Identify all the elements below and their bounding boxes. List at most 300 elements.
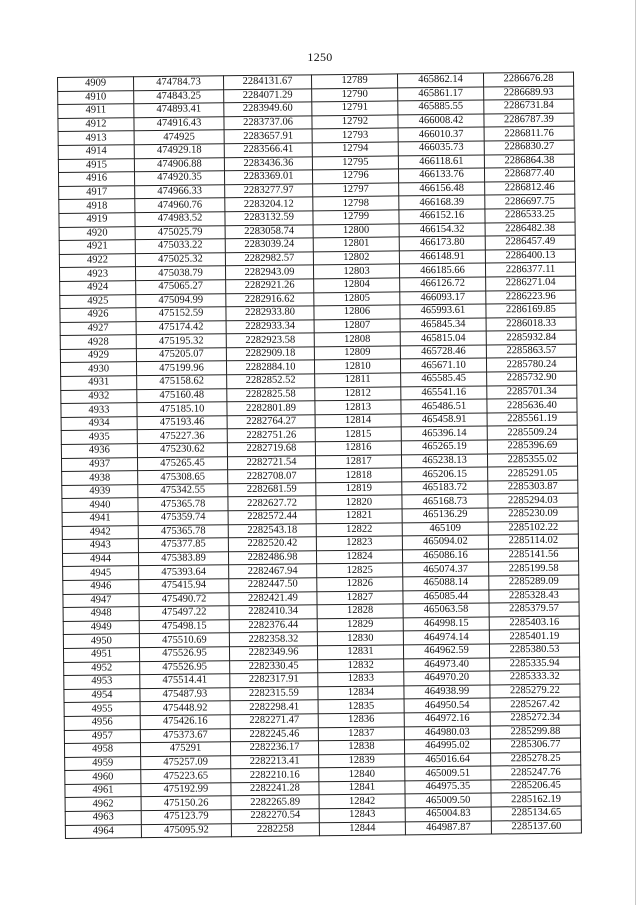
cell-point-id-b: 12809: [314, 346, 400, 360]
cell-easting-a: 475025.79: [135, 225, 225, 240]
cell-point-id-b: 12808: [314, 332, 400, 346]
cell-point-id-a: 4913: [58, 131, 134, 145]
cell-northing-b: 2285636.40: [487, 398, 577, 413]
cell-point-id-b: 12841: [319, 781, 405, 795]
cell-point-id-b: 12825: [317, 563, 403, 577]
cell-point-id-b: 12833: [318, 672, 404, 686]
cell-northing-b: 2285780.24: [486, 358, 576, 373]
cell-northing-b: 2285701.34: [487, 385, 577, 400]
cell-point-id-b: 12829: [317, 618, 403, 632]
cell-point-id-b: 12823: [316, 536, 402, 550]
cell-point-id-b: 12796: [312, 169, 398, 183]
cell-easting-b: 466148.91: [399, 250, 485, 264]
cell-northing-b: 2285355.02: [487, 453, 577, 468]
cell-northing-a: 2282376.44: [229, 619, 317, 634]
cell-northing-b: 2285396.69: [487, 439, 577, 454]
coordinates-table: [57, 72, 582, 840]
cell-easting-b: 465585.45: [401, 372, 487, 386]
cell-point-id-a: 4909: [58, 77, 134, 91]
cell-point-id-b: 12801: [313, 237, 399, 251]
cell-northing-b: 2285291.05: [488, 466, 578, 481]
cell-easting-b: 465458.91: [401, 413, 487, 427]
cell-easting-a: 475526.95: [139, 647, 229, 662]
cell-northing-b: 2285102.22: [488, 521, 578, 536]
cell-northing-a: 2282298.41: [230, 700, 318, 715]
cell-northing-b: 2285299.88: [490, 725, 580, 740]
cell-easting-b: 465396.14: [401, 426, 487, 440]
cell-easting-b: 464998.15: [403, 617, 489, 631]
cell-easting-a: 475342.55: [138, 484, 228, 499]
cell-easting-b: 465016.64: [405, 753, 491, 767]
cell-point-id-a: 4918: [59, 199, 135, 213]
cell-northing-b: 2285380.53: [489, 643, 579, 658]
cell-northing-b: 2286018.33: [486, 317, 576, 332]
cell-point-id-b: 12800: [313, 223, 399, 237]
cell-northing-b: 2285206.45: [491, 779, 581, 794]
cell-northing-a: 2283058.74: [225, 224, 313, 239]
cell-easting-a: 475025.32: [135, 252, 225, 267]
cell-point-id-b: 12802: [313, 251, 399, 265]
cell-point-id-b: 12824: [316, 550, 402, 564]
cell-point-id-b: 12819: [316, 482, 402, 496]
cell-northing-a: 2283204.12: [225, 197, 313, 212]
cell-point-id-b: 12839: [319, 754, 405, 768]
cell-point-id-a: 4923: [59, 267, 135, 281]
cell-point-id-b: 12815: [315, 427, 401, 441]
cell-easting-b: 464970.20: [404, 671, 490, 685]
cell-northing-a: 2282708.07: [228, 469, 316, 484]
cell-northing-a: 2282943.09: [225, 265, 313, 280]
cell-easting-a: 475365.78: [138, 497, 228, 512]
cell-point-id-a: 4959: [65, 756, 141, 770]
cell-point-id-b: 12822: [316, 523, 402, 537]
cell-northing-a: 2283566.41: [224, 143, 312, 158]
cell-northing-a: 2282884.10: [226, 360, 314, 375]
cell-point-id-b: 12826: [317, 577, 403, 591]
cell-easting-a: 475498.15: [139, 619, 229, 634]
cell-easting-b: 465085.44: [403, 590, 489, 604]
cell-easting-b: 464938.99: [404, 685, 490, 699]
cell-easting-a: 475174.42: [136, 320, 226, 335]
cell-easting-b: 466133.76: [398, 168, 484, 182]
cell-easting-b: 466093.17: [400, 291, 486, 305]
cell-northing-b: 2285230.09: [488, 507, 578, 522]
cell-northing-a: 2282241.28: [231, 782, 319, 797]
cell-northing-a: 2282825.58: [227, 387, 315, 402]
cell-easting-a: 474960.76: [135, 198, 225, 213]
cell-point-id-a: 4938: [62, 471, 138, 485]
cell-northing-b: 2285247.76: [491, 765, 581, 780]
cell-point-id-b: 12842: [319, 794, 405, 808]
cell-point-id-a: 4946: [63, 580, 139, 594]
cell-point-id-b: 12821: [316, 509, 402, 523]
cell-easting-b: 465086.16: [402, 549, 488, 563]
cell-point-id-a: 4936: [61, 444, 137, 458]
cell-easting-a: 475123.79: [141, 810, 231, 825]
cell-northing-a: 2282764.27: [227, 415, 315, 430]
cell-point-id-a: 4954: [64, 688, 140, 702]
cell-northing-b: 2286811.76: [484, 126, 574, 141]
cell-easting-a: 475308.65: [138, 470, 228, 485]
cell-point-id-b: 12820: [316, 495, 402, 509]
cell-easting-b: 465671.10: [400, 358, 486, 372]
cell-easting-a: 474925: [134, 130, 224, 145]
cell-northing-b: 2285114.02: [488, 534, 578, 549]
cell-northing-a: 2282349.96: [229, 646, 317, 661]
cell-easting-a: 475185.10: [137, 402, 227, 417]
cell-northing-a: 2282681.59: [228, 483, 316, 498]
cell-point-id-a: 4935: [61, 430, 137, 444]
cell-easting-a: 475158.62: [137, 375, 227, 390]
cell-northing-b: 2285267.42: [490, 697, 580, 712]
cell-northing-b: 2286377.11: [485, 262, 575, 277]
cell-easting-a: 475094.99: [136, 293, 226, 308]
cell-northing-b: 2286877.40: [484, 167, 574, 182]
cell-northing-a: 2282921.26: [226, 279, 314, 294]
cell-easting-a: 475510.69: [139, 633, 229, 648]
cell-easting-b: 464987.87: [405, 821, 491, 835]
cell-easting-a: 475205.07: [136, 348, 226, 363]
cell-point-id-a: 4914: [58, 145, 134, 159]
cell-point-id-a: 4933: [61, 403, 137, 417]
cell-point-id-b: 12795: [312, 155, 398, 169]
cell-easting-a: 475393.64: [139, 565, 229, 580]
cell-point-id-a: 4945: [63, 566, 139, 580]
cell-northing-a: 2282213.41: [231, 754, 319, 769]
cell-northing-a: 2282751.26: [227, 428, 315, 443]
cell-point-id-b: 12794: [312, 142, 398, 156]
cell-easting-b: 466185.66: [399, 263, 485, 277]
cell-point-id-b: 12812: [315, 387, 401, 401]
cell-northing-b: 2286457.49: [485, 235, 575, 250]
cell-northing-a: 2283039.24: [225, 238, 313, 253]
cell-northing-a: 2282236.17: [230, 741, 318, 756]
cell-northing-b: 2285932.84: [486, 330, 576, 345]
cell-northing-a: 2282486.98: [228, 551, 316, 566]
cell-easting-a: 475230.62: [137, 443, 227, 458]
cell-point-id-a: 4917: [59, 185, 135, 199]
cell-point-id-b: 12844: [319, 822, 405, 836]
cell-easting-a: 475415.94: [139, 579, 229, 594]
cell-northing-b: 2286169.85: [486, 303, 576, 318]
cell-point-id-b: 12791: [312, 101, 398, 115]
page-number: 1250: [307, 50, 333, 64]
cell-easting-a: 475383.89: [138, 552, 228, 567]
cell-northing-a: 2282315.59: [230, 687, 318, 702]
cell-easting-a: 475359.74: [138, 511, 228, 526]
cell-point-id-b: 12792: [312, 115, 398, 129]
cell-point-id-b: 12804: [314, 278, 400, 292]
cell-easting-b: 465004.83: [405, 807, 491, 821]
cell-easting-b: 466156.48: [399, 182, 485, 196]
cell-easting-a: 475152.59: [136, 307, 226, 322]
cell-point-id-a: 4928: [60, 335, 136, 349]
cell-point-id-b: 12806: [314, 305, 400, 319]
cell-easting-a: 475377.85: [138, 538, 228, 553]
cell-northing-a: 2282543.18: [228, 523, 316, 538]
cell-point-id-a: 4934: [61, 417, 137, 431]
cell-northing-b: 2285379.57: [489, 602, 579, 617]
cell-easting-b: 465265.19: [401, 440, 487, 454]
cell-point-id-b: 12793: [312, 128, 398, 142]
cell-point-id-a: 4941: [62, 512, 138, 526]
cell-northing-b: 2285328.43: [489, 589, 579, 604]
cell-northing-b: 2285199.58: [489, 561, 579, 576]
cell-point-id-b: 12843: [319, 808, 405, 822]
cell-easting-b: 464973.40: [404, 658, 490, 672]
cell-northing-a: 2282923.58: [226, 333, 314, 348]
cell-point-id-b: 12840: [319, 767, 405, 781]
cell-easting-b: 465861.17: [398, 87, 484, 101]
cell-point-id-b: 12810: [314, 359, 400, 373]
cell-northing-a: 2282909.18: [226, 347, 314, 362]
cell-northing-b: 2286223.96: [486, 290, 576, 305]
cell-northing-a: 2283657.91: [224, 129, 312, 144]
cell-easting-b: 465009.51: [405, 766, 491, 780]
cell-point-id-b: 12817: [315, 455, 401, 469]
cell-easting-b: 464972.16: [404, 712, 490, 726]
cell-point-id-b: 12818: [316, 468, 402, 482]
cell-point-id-a: 4963: [65, 811, 141, 825]
cell-easting-b: 464975.35: [405, 780, 491, 794]
cell-northing-a: 2282933.34: [226, 320, 314, 335]
cell-easting-b: 465845.34: [400, 318, 486, 332]
cell-easting-a: 475223.65: [141, 769, 231, 784]
cell-point-id-a: 4952: [64, 661, 140, 675]
cell-northing-a: 2282265.89: [231, 795, 319, 810]
cell-northing-b: 2285272.34: [490, 711, 580, 726]
cell-northing-b: 2286400.13: [485, 249, 575, 264]
cell-northing-a: 2282719.68: [227, 442, 315, 457]
cell-point-id-a: 4950: [63, 634, 139, 648]
cell-northing-a: 2284131.67: [223, 75, 311, 90]
cell-easting-b: 465136.29: [402, 508, 488, 522]
cell-northing-b: 2285732.90: [487, 371, 577, 386]
cell-point-id-a: 4939: [62, 484, 138, 498]
cell-point-id-a: 4957: [64, 729, 140, 743]
cell-point-id-a: 4915: [58, 158, 134, 172]
cell-northing-b: 2285162.19: [491, 793, 581, 808]
cell-point-id-a: 4924: [60, 281, 136, 295]
cell-point-id-a: 4956: [64, 716, 140, 730]
cell-easting-b: 466010.37: [398, 127, 484, 141]
cell-easting-b: 465094.02: [402, 535, 488, 549]
cell-northing-b: 2285279.22: [490, 684, 580, 699]
cell-easting-a: 475514.41: [140, 674, 230, 689]
cell-easting-b: 465074.37: [403, 562, 489, 576]
cell-point-id-a: 4916: [59, 172, 135, 186]
cell-easting-a: 474966.33: [135, 185, 225, 200]
cell-easting-b: 465009.50: [405, 793, 491, 807]
cell-point-id-a: 4940: [62, 498, 138, 512]
cell-easting-a: 474843.25: [134, 89, 224, 104]
cell-point-id-a: 4964: [65, 824, 141, 838]
cell-point-id-a: 4937: [61, 457, 137, 471]
cell-northing-a: 2283132.59: [225, 211, 313, 226]
cell-northing-a: 2282447.50: [229, 578, 317, 593]
cell-northing-a: 2282933.80: [226, 306, 314, 321]
cell-northing-b: 2286812.46: [485, 181, 575, 196]
cell-northing-b: 2286689.93: [484, 86, 574, 101]
cell-northing-a: 2282421.49: [229, 591, 317, 606]
cell-point-id-a: 4958: [64, 743, 140, 757]
cell-point-id-a: 4925: [60, 294, 136, 308]
cell-easting-b: 465885.55: [398, 100, 484, 114]
scan-edge-line: [635, 0, 636, 905]
cell-easting-b: 465486.51: [401, 399, 487, 413]
cell-easting-a: 474916.43: [134, 117, 224, 132]
cell-easting-a: 474784.73: [134, 76, 224, 91]
cell-northing-b: 2285509.24: [487, 426, 577, 441]
cell-point-id-a: 4920: [59, 226, 135, 240]
cell-northing-a: 2282916.62: [226, 292, 314, 307]
cell-easting-a: 475291: [140, 742, 230, 757]
cell-point-id-b: 12816: [315, 441, 401, 455]
cell-easting-b: 464974.14: [403, 630, 489, 644]
coordinates-table-container: [57, 72, 581, 837]
cell-point-id-b: 12805: [314, 291, 400, 305]
cell-easting-a: 475150.26: [141, 796, 231, 811]
cell-point-id-b: 12838: [318, 740, 404, 754]
cell-point-id-a: 4960: [65, 770, 141, 784]
cell-point-id-a: 4943: [62, 539, 138, 553]
cell-northing-a: 2282467.94: [229, 564, 317, 579]
cell-point-id-b: 12807: [314, 319, 400, 333]
cell-northing-a: 2282520.42: [228, 537, 316, 552]
cell-northing-b: 2286697.75: [485, 194, 575, 209]
cell-easting-b: 466152.16: [399, 209, 485, 223]
cell-northing-a: 2282317.91: [230, 673, 318, 688]
cell-easting-b: 466118.61: [398, 155, 484, 169]
cell-point-id-a: 4930: [60, 362, 136, 376]
cell-point-id-a: 4961: [65, 784, 141, 798]
cell-easting-b: 466173.80: [399, 236, 485, 250]
cell-easting-a: 474983.52: [135, 212, 225, 227]
cell-point-id-a: 4929: [60, 349, 136, 363]
cell-easting-a: 474920.35: [134, 171, 224, 186]
cell-northing-a: 2282852.52: [227, 374, 315, 389]
cell-easting-b: 465206.15: [402, 467, 488, 481]
cell-point-id-b: 12811: [315, 373, 401, 387]
cell-northing-b: 2285863.57: [486, 344, 576, 359]
cell-point-id-b: 12798: [313, 196, 399, 210]
cell-northing-a: 2283369.01: [224, 170, 312, 185]
cell-northing-b: 2286787.39: [484, 113, 574, 128]
cell-northing-b: 2286830.27: [484, 140, 574, 155]
cell-easting-a: 475490.72: [139, 592, 229, 607]
cell-point-id-b: 12799: [313, 210, 399, 224]
cell-point-id-b: 12797: [313, 183, 399, 197]
cell-easting-b: 464980.03: [404, 725, 490, 739]
cell-northing-a: 2284071.29: [224, 88, 312, 103]
cell-northing-b: 2285134.65: [491, 806, 581, 821]
cell-point-id-a: 4911: [58, 104, 134, 118]
cell-easting-b: 466168.39: [399, 195, 485, 209]
cell-easting-b: 465993.61: [400, 304, 486, 318]
cell-northing-a: 2282982.57: [225, 252, 313, 267]
cell-northing-b: 2285561.19: [487, 412, 577, 427]
cell-point-id-a: 4948: [63, 607, 139, 621]
cell-easting-a: 475487.93: [140, 687, 230, 702]
cell-point-id-a: 4951: [63, 648, 139, 662]
cell-easting-b: 465063.58: [403, 603, 489, 617]
cell-point-id-b: 12827: [317, 590, 403, 604]
cell-easting-a: 475426.16: [140, 715, 230, 730]
cell-northing-b: 2286864.38: [484, 154, 574, 169]
cell-easting-a: 474893.41: [134, 103, 224, 118]
cell-northing-b: 2286731.84: [484, 99, 574, 114]
cell-easting-b: 466035.73: [398, 141, 484, 155]
cell-easting-b: 465088.14: [403, 576, 489, 590]
cell-northing-a: 2282801.89: [227, 401, 315, 416]
cell-northing-a: 2282330.45: [230, 659, 318, 674]
cell-easting-b: 465862.14: [397, 73, 483, 87]
cell-point-id-a: 4912: [58, 117, 134, 131]
cell-point-id-b: 12837: [318, 726, 404, 740]
cell-northing-a: 2282258: [231, 822, 319, 837]
cell-northing-a: 2283737.06: [224, 116, 312, 131]
cell-easting-a: 475192.99: [141, 783, 231, 798]
cell-northing-b: 2285303.87: [488, 480, 578, 495]
cell-northing-a: 2282721.54: [227, 455, 315, 470]
cell-easting-b: 465183.72: [402, 481, 488, 495]
cell-point-id-b: 12835: [318, 699, 404, 713]
cell-easting-a: 475038.79: [135, 266, 225, 281]
cell-northing-b: 2286482.38: [485, 222, 575, 237]
cell-northing-b: 2285137.60: [491, 820, 581, 835]
cell-point-id-a: 4910: [58, 90, 134, 104]
cell-easting-a: 475095.92: [141, 823, 231, 838]
cell-easting-a: 475257.09: [141, 755, 231, 770]
cell-easting-a: 475033.22: [135, 239, 225, 254]
cell-northing-a: 2283436.36: [224, 156, 312, 171]
cell-point-id-b: 12813: [315, 400, 401, 414]
cell-easting-b: 465168.73: [402, 494, 488, 508]
cell-easting-b: 466154.32: [399, 223, 485, 237]
cell-easting-a: 475065.27: [136, 280, 226, 295]
cell-point-id-a: 4932: [61, 389, 137, 403]
cell-point-id-a: 4944: [62, 552, 138, 566]
cell-easting-a: 474906.88: [134, 157, 224, 172]
cell-northing-a: 2282270.54: [231, 809, 319, 824]
cell-easting-a: 474929.18: [134, 144, 224, 159]
cell-easting-a: 475195.32: [136, 334, 226, 349]
cell-northing-b: 2286676.28: [483, 72, 573, 87]
cell-easting-b: 465728.46: [400, 345, 486, 359]
cell-point-id-b: 12803: [313, 264, 399, 278]
cell-easting-a: 475497.22: [139, 606, 229, 621]
cell-easting-b: 464950.54: [404, 698, 490, 712]
cell-northing-a: 2282572.44: [228, 510, 316, 525]
cell-point-id-b: 12832: [318, 658, 404, 672]
cell-point-id-a: 4922: [59, 253, 135, 267]
cell-point-id-b: 12814: [315, 414, 401, 428]
cell-northing-b: 2285333.32: [490, 670, 580, 685]
cell-point-id-a: 4955: [64, 702, 140, 716]
cell-northing-a: 2283949.60: [224, 102, 312, 117]
cell-point-id-a: 4949: [63, 620, 139, 634]
cell-northing-b: 2286271.04: [486, 276, 576, 291]
cell-easting-b: 465815.04: [400, 331, 486, 345]
cell-northing-a: 2282210.16: [231, 768, 319, 783]
cell-northing-a: 2282627.72: [228, 496, 316, 511]
cell-easting-a: 475365.78: [138, 524, 228, 539]
cell-northing-a: 2282245.46: [230, 727, 318, 742]
cell-point-id-a: 4926: [60, 308, 136, 322]
cell-northing-b: 2285401.19: [489, 629, 579, 644]
cell-point-id-a: 4953: [64, 675, 140, 689]
cell-point-id-b: 12831: [317, 645, 403, 659]
